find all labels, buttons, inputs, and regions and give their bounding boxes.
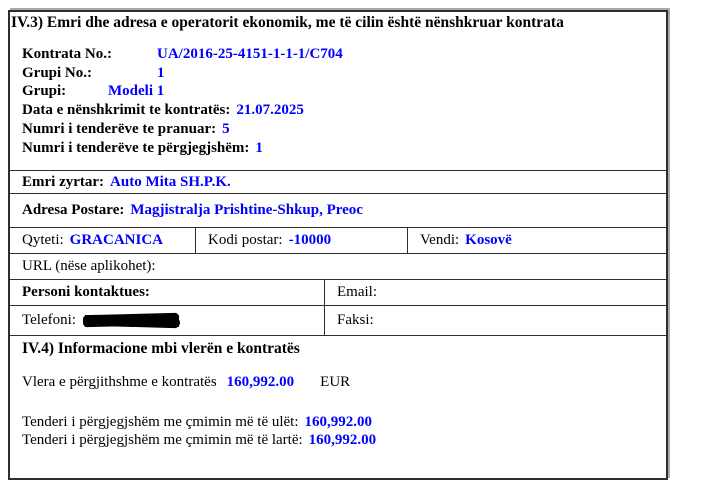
section-iv3-title: IV.3) Emri dhe adresa e operatorit ekonomik, me të cilin është nënshkruar kontrata [11, 14, 564, 31]
field-value: 1 [255, 139, 263, 156]
field-kontrata-no [22, 45, 666, 64]
contract-award-notice [8, 10, 668, 480]
lowest-price-label: Tenderi i përgjegjshëm me çmimin më të ulët: [22, 414, 299, 430]
total-value-line [22, 374, 666, 391]
postal-code-label: Kodi postar: [208, 232, 283, 248]
field-value: 21.07.2025 [236, 102, 304, 119]
url-cell [10, 254, 156, 279]
postal-code-cell [195, 228, 407, 253]
field-label: Numri i tenderëve te përgjegjshëm: [22, 139, 250, 156]
section-iv3 [10, 12, 666, 170]
phone-label: Telefoni: [22, 312, 76, 328]
field-value: 5 [222, 120, 230, 137]
field-label: Kontrata No.: [22, 46, 112, 62]
field-data-nenshkrimit [22, 101, 666, 120]
field-label: Grupi: [22, 83, 67, 100]
postal-address-label: Adresa Postare: [22, 202, 125, 218]
total-value-amount: 160,992.00 [226, 374, 295, 390]
currency-label: EUR [320, 374, 351, 390]
city-postal-country-row [10, 227, 666, 253]
lowest-price-line [22, 413, 666, 431]
fax-label: Faksi: [337, 312, 374, 328]
country-value: Kosovë [465, 232, 512, 248]
field-value: UA/2016-25-4151-1-1-1/C704 [157, 46, 343, 62]
country-cell [407, 228, 666, 253]
section-iv4-title: IV.4) Informacione mbi vlerën e kontratës [22, 340, 300, 357]
email-cell [324, 280, 666, 305]
field-label: Data e nënshkrimit te kontratës: [22, 102, 231, 119]
official-name-value: Auto Mita SH.P.K. [110, 173, 231, 190]
contact-person-cell [10, 280, 324, 305]
phone-fax-row [10, 305, 666, 335]
postal-address-cell [10, 194, 363, 227]
total-value-label: Vlera e përgjithshme e kontratës [22, 374, 217, 390]
url-label: URL (nëse aplikohet): [22, 258, 156, 274]
field-tendere-pergjegjshem [22, 139, 666, 158]
tender-price-lines [22, 413, 666, 449]
field-tendere-pranuar [22, 120, 666, 139]
phone-cell [10, 306, 324, 335]
postal-address-row [10, 193, 666, 227]
fax-cell [324, 306, 666, 335]
email-label: Email: [337, 284, 377, 300]
url-row [10, 253, 666, 279]
field-grupi-no [22, 64, 666, 83]
postal-address-value: Magjistralja Prishtine-Shkup, Preoc [130, 202, 363, 218]
contact-person-label: Personi kontaktues: [22, 284, 150, 300]
contact-email-row [10, 279, 666, 305]
city-value: GRACANICA [69, 232, 164, 248]
field-value: 1 [157, 64, 165, 81]
field-label: Grupi No.: [22, 64, 93, 81]
postal-code-value: -10000 [288, 232, 332, 248]
lowest-price-value: 160,992.00 [304, 414, 373, 430]
highest-price-label: Tenderi i përgjegjshëm me çmimin më të lartë: [22, 432, 303, 448]
city-cell [10, 228, 195, 253]
official-name-cell [10, 171, 231, 193]
country-label: Vendi: [420, 232, 460, 248]
highest-price-value: 160,992.00 [308, 432, 377, 448]
official-name-label: Emri zyrtar: [22, 173, 105, 190]
contract-fields [10, 45, 666, 157]
field-label: Numri i tenderëve te pranuar: [22, 120, 217, 137]
city-label: Qyteti: [22, 232, 64, 248]
field-grupi [22, 82, 666, 101]
section-iv4 [10, 335, 666, 449]
highest-price-line [22, 431, 666, 449]
phone-redaction-marker [83, 313, 181, 328]
official-name-row [10, 170, 666, 193]
field-value: Modeli 1 [108, 83, 165, 100]
